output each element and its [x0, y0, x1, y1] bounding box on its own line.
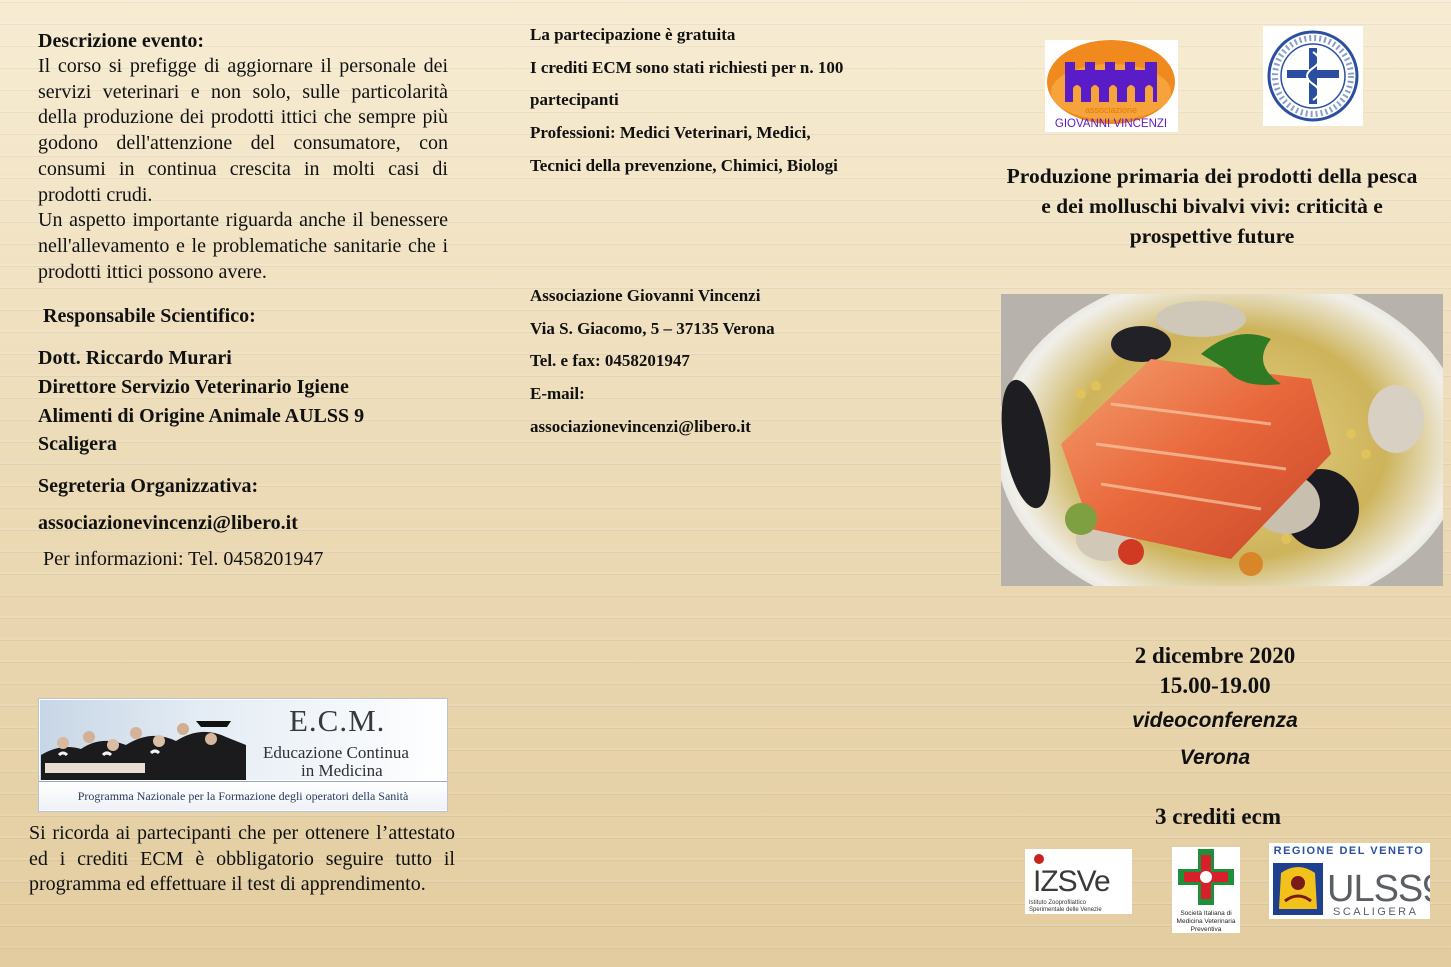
event-time: 15.00-19.00 — [1159, 673, 1271, 698]
address-block — [530, 280, 910, 444]
simevep-name-3: Preventiva — [1190, 926, 1222, 933]
vincenzi-logo-line-1: associazione — [1084, 105, 1138, 115]
ulss-subname: SCALIGERA — [1333, 906, 1419, 918]
vincenzi-arena-icon — [1045, 40, 1178, 132]
description-paragraph-1: Il corso si prefigge di aggiornare il personale dei servizi veterinari e non solo, sulle particolarità della produzione dei prodotti ittici che sempre più godono dell'attenzione del consumatore, con consumi in continua crescita in molti casi di prodotti crudi. — [38, 55, 448, 206]
info-phone: Per informazioni: Tel. 0458201947 — [43, 547, 324, 570]
ecm-credits: 3 crediti ecm — [1154, 804, 1282, 829]
association-email-label: E-mail: — [530, 384, 585, 404]
association-email: associazionevincenzi@libero.it — [530, 416, 751, 436]
ecm-subtitle-1: Educazione Continua — [263, 743, 409, 762]
professions-line-1: Professioni: Medici Veterinari, Medici, — [530, 123, 811, 143]
vincenzi-logo-line-2: GIOVANNI VINCENZI — [1054, 118, 1168, 130]
event-title: Produzione primaria dei prodotti della pesca e dei molluschi bivalvi vivi: criticità e prospettive future — [1006, 164, 1418, 248]
anatomy-lesson-painting-icon — [41, 715, 246, 780]
ulss-name: ULSS — [1327, 868, 1423, 910]
izs-full-name-2: Sperimentale delle Venezie — [1029, 907, 1102, 913]
left-column — [38, 28, 448, 572]
simevep-name-2: Medicina Veterinaria — [1176, 918, 1236, 925]
simevep-name-1: Società Italiana di — [1180, 910, 1232, 917]
ordine-medici-veterinari-logo — [1263, 26, 1363, 126]
ecm-program-caption: Programma Nazionale per la Formazione degli operatori della Sanità — [39, 781, 447, 810]
ulss9-scaligera-logo — [1269, 843, 1430, 919]
ecm-title: E.C.M. — [289, 703, 386, 738]
izs-full-name-1: Istituto Zooprofilattico — [1029, 900, 1087, 906]
scientific-lead-role-2: Alimenti di Origine Animale AULSS 9 — [38, 404, 365, 427]
scientific-lead-role-3: Scaligera — [38, 433, 117, 456]
ecm-subtitle-2: in Medicina — [301, 761, 383, 780]
ecm-logo — [38, 698, 448, 812]
izs-venezie-logo — [1025, 849, 1132, 914]
scientific-lead-role-1: Direttore Servizio Veterinario Igiene — [38, 375, 349, 398]
salmon-dish-photo — [1001, 294, 1443, 586]
simevep-cross-icon — [1172, 847, 1240, 933]
event-date-block — [1090, 641, 1340, 701]
reminder-paragraph: Si ricorda ai partecipanti che per ottenere l’attestato ed i crediti ECM è obbligatorio seguire tutto il programma ed effettuare il test di apprendimento. — [29, 822, 455, 895]
ecm-credits-participants: partecipanti — [530, 90, 619, 110]
veterinary-caduceus-seal-icon — [1263, 26, 1363, 126]
event-mode: videoconferenza — [1132, 709, 1298, 732]
event-date: 2 dicembre 2020 — [1134, 643, 1296, 668]
giovanni-vincenzi-logo — [1045, 40, 1178, 132]
izs-short-name: IZSVe — [1033, 865, 1110, 898]
ecm-credits-requested: I crediti ECM sono stati richiesti per n. 100 — [530, 57, 844, 77]
izsve-logo-icon — [1025, 849, 1132, 914]
professions-line-2: Tecnici della prevenzione, Chimici, Biologi — [530, 155, 838, 175]
scientific-lead-name: Dott. Riccardo Murari — [38, 347, 232, 370]
association-phone: Tel. e fax: 0458201947 — [530, 351, 690, 371]
description-paragraph-2: Un aspetto importante riguarda anche il benessere nell'allevamento e le problematiche sanitarie che i prodotti ittici possono avere. — [38, 209, 448, 283]
simevep-logo — [1172, 847, 1240, 933]
participation-free: La partecipazione è gratuita — [530, 25, 736, 44]
association-street: Via S. Giacomo, 5 – 37135 Verona — [530, 318, 775, 338]
scientific-lead-heading: Responsabile Scientifico: — [43, 305, 256, 328]
scientific-lead-block — [38, 344, 448, 458]
event-city: Verona — [1179, 746, 1251, 769]
participation-block — [530, 19, 910, 183]
description-heading: Descrizione evento: — [38, 30, 205, 52]
association-name: Associazione Giovanni Vincenzi — [530, 286, 761, 305]
secretariat-heading: Segreteria Organizzativa: — [38, 474, 259, 497]
secretariat-email: associazionevincenzi@libero.it — [38, 511, 298, 534]
ulss-region-label: REGIONE DEL VENETO — [1273, 845, 1425, 857]
ulss9-logo-icon — [1269, 843, 1430, 919]
